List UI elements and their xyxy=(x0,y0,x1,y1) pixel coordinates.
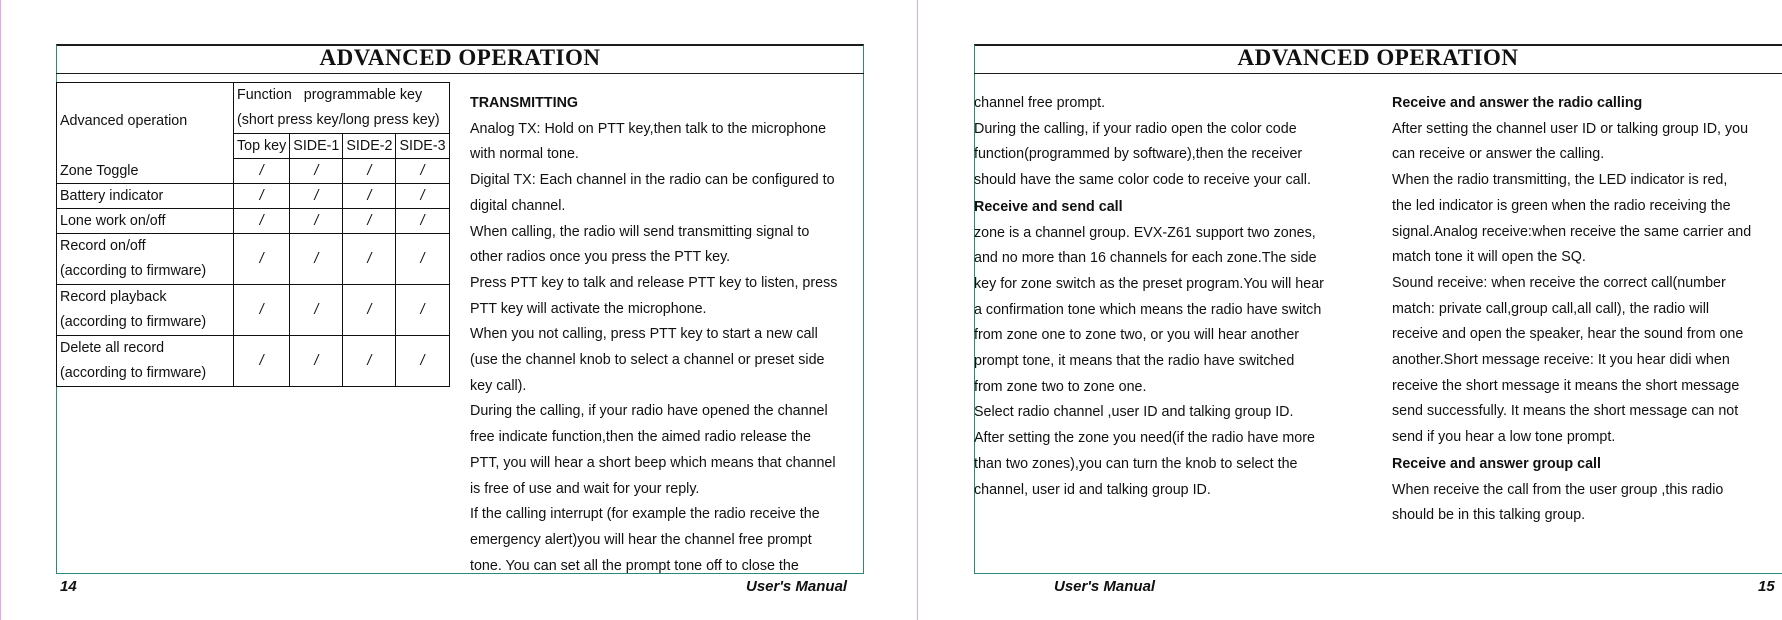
text-line: other radios once you press the PTT key. xyxy=(470,249,731,266)
right-page-number: 15 xyxy=(1758,578,1775,595)
table-row xyxy=(57,159,450,184)
row-label xyxy=(57,209,234,234)
row-label-line: Record on/off xyxy=(60,238,146,254)
text-line: key for zone switch as the preset program.You will hear xyxy=(974,275,1324,292)
right-page-title: ADVANCED OPERATION xyxy=(1237,45,1519,70)
text-line: with normal tone. xyxy=(470,146,579,163)
function-key-group-header xyxy=(234,83,450,134)
row-label-line: Battery indicator xyxy=(60,188,164,204)
row-label xyxy=(57,234,234,285)
table-row xyxy=(57,285,450,336)
text-line: a confirmation tone which means the radio have switch xyxy=(974,301,1322,318)
text-line: send if you hear a low tone prompt. xyxy=(1392,429,1616,446)
row-label xyxy=(57,184,234,209)
text-line: channel, user id and talking group ID. xyxy=(974,481,1211,498)
key-column-header: SIDE-1 xyxy=(290,134,343,159)
table-cell: / xyxy=(290,184,343,209)
text-line: and no more than 16 channels for each zone.The side xyxy=(974,250,1317,267)
text-line: receive the short message it means the short message xyxy=(1392,377,1740,394)
left-page-number: 14 xyxy=(60,578,77,595)
row-label-line: Lone work on/off xyxy=(60,213,166,229)
table-cell: / xyxy=(234,159,290,184)
right-page xyxy=(918,0,1782,620)
table-corner-label xyxy=(57,83,234,159)
text-line: During the calling, if your radio open the color code xyxy=(974,120,1297,137)
text-line: When the radio transmitting, the LED indicator is red, xyxy=(1392,172,1728,189)
table-cell: / xyxy=(234,209,290,234)
text-line: match tone it will open the SQ. xyxy=(1392,249,1586,266)
row-label xyxy=(57,159,234,184)
text-line: After setting the channel user ID or talking group ID, you xyxy=(1392,120,1749,137)
text-line: emergency alert)you will hear the channel free prompt xyxy=(470,531,812,548)
table-row xyxy=(57,336,450,387)
text-line: send successfully. It means the short message can not xyxy=(1392,403,1739,420)
corner-text: Advanced operation xyxy=(60,112,188,129)
table-cell: / xyxy=(234,234,290,285)
text-line: zone is a channel group. EVX-Z61 support two zones, xyxy=(974,224,1316,241)
row-label-line: Delete all record xyxy=(60,340,165,356)
left-footer-label: User's Manual xyxy=(746,578,848,595)
text-line: signal.Analog receive:when receive the same carrier and xyxy=(1392,223,1752,240)
text-line: Press PTT key to talk and release PTT key to listen, press xyxy=(470,274,838,291)
table-row xyxy=(57,209,450,234)
group-header-line-1: Function programmable key xyxy=(237,87,423,103)
table-cell: / xyxy=(234,336,290,387)
table-row xyxy=(57,234,450,285)
table-cell: / xyxy=(343,234,396,285)
table-cell: / xyxy=(396,209,449,234)
text-line: the led indicator is green when the radio receiving the xyxy=(1392,197,1731,214)
text-line: (use the channel knob to select a channel or preset side xyxy=(470,352,825,369)
table-cell: / xyxy=(396,285,449,336)
table-cell: / xyxy=(396,234,449,285)
text-line: from zone one to zone two, or you will hear another xyxy=(974,327,1300,344)
receive-send-column xyxy=(974,91,1324,503)
table-cell: / xyxy=(234,285,290,336)
receive-answer-column xyxy=(1392,91,1751,529)
text-line: from zone two to zone one. xyxy=(974,378,1147,395)
table-cell: / xyxy=(396,159,449,184)
group-header-line-2: (short press key/long press key) xyxy=(237,112,440,128)
key-column-header: SIDE-2 xyxy=(343,134,396,159)
text-line: is free of use and wait for your reply. xyxy=(470,480,700,497)
row-label-line: (according to firmware) xyxy=(60,314,207,330)
text-line: Sound receive: when receive the correct call(number xyxy=(1392,274,1726,291)
right-title-rule xyxy=(974,73,1782,74)
table-row xyxy=(57,184,450,209)
text-line: can receive or answer the calling. xyxy=(1392,146,1605,163)
table-cell: / xyxy=(290,209,343,234)
text-line: function(programmed by software),then the receiver xyxy=(974,146,1303,163)
text-line: Analog TX: Hold on PTT key,then talk to the microphone xyxy=(470,120,827,137)
table-cell: / xyxy=(396,184,449,209)
table-cell: / xyxy=(290,159,343,184)
table-cell: / xyxy=(343,159,396,184)
table-cell: / xyxy=(290,285,343,336)
table-cell: / xyxy=(290,234,343,285)
text-line: should be in this talking group. xyxy=(1392,507,1586,524)
key-column-header: Top key xyxy=(234,134,290,159)
transmitting-section xyxy=(470,91,837,579)
text-line: another.Short message receive: It you hear didi when xyxy=(1392,352,1730,369)
section-heading: Receive and answer group call xyxy=(1392,455,1601,472)
text-line: tone. You can set all the prompt tone off to close the xyxy=(470,557,799,574)
row-label xyxy=(57,336,234,387)
text-line: When you not calling, press PTT key to start a new call xyxy=(470,326,818,343)
text-line: If the calling interrupt (for example the radio receive the xyxy=(470,506,820,523)
text-line: than two zones),you can turn the knob to select the xyxy=(974,455,1298,472)
left-title-rule xyxy=(56,73,864,74)
programmable-key-table xyxy=(56,82,450,387)
text-line: channel free prompt. xyxy=(974,95,1106,111)
table-cell: / xyxy=(396,336,449,387)
key-column-header: SIDE-3 xyxy=(396,134,449,159)
text-line: PTT key will activate the microphone. xyxy=(470,300,707,317)
text-line: During the calling, if your radio have opened the channel xyxy=(470,403,828,420)
text-line: Select radio channel ,user ID and talking group ID. xyxy=(974,404,1294,421)
right-footer-label: User's Manual xyxy=(1054,578,1156,595)
left-page-title: ADVANCED OPERATION xyxy=(319,45,601,70)
text-line: should have the same color code to receive your call. xyxy=(974,172,1311,189)
table-cell: / xyxy=(234,184,290,209)
text-line: receive and open the speaker, hear the sound from one xyxy=(1392,326,1744,343)
text-line: When receive the call from the user group ,this radio xyxy=(1392,481,1724,498)
row-label-line: (according to firmware) xyxy=(60,263,207,279)
row-label-line: Zone Toggle xyxy=(60,162,139,179)
text-line: free indicate function,then the aimed radio release the xyxy=(470,429,811,446)
table-cell: / xyxy=(343,184,396,209)
text-line: match: private call,group call,all call), the radio will xyxy=(1392,300,1710,317)
text-line: key call). xyxy=(470,377,527,394)
table-header-row xyxy=(57,83,450,134)
table-cell: / xyxy=(343,209,396,234)
row-label-line: Record playback xyxy=(60,289,167,305)
table-cell: / xyxy=(343,285,396,336)
text-line: digital channel. xyxy=(470,197,566,214)
section-heading: TRANSMITTING xyxy=(470,95,579,111)
text-line: prompt tone, it means that the radio have switched xyxy=(974,353,1295,370)
section-heading: Receive and send call xyxy=(974,198,1123,215)
text-line: PTT, you will hear a short beep which means that channel xyxy=(470,454,836,471)
table-cell: / xyxy=(343,336,396,387)
section-heading: Receive and answer the radio calling xyxy=(1392,95,1643,111)
text-line: Digital TX: Each channel in the radio can be configured to xyxy=(470,172,835,189)
text-line: After setting the zone you need(if the radio have more xyxy=(974,430,1315,447)
text-line: When calling, the radio will send transmitting signal to xyxy=(470,223,810,240)
table-cell: / xyxy=(290,336,343,387)
row-label-line: (according to firmware) xyxy=(60,365,207,381)
row-label xyxy=(57,285,234,336)
